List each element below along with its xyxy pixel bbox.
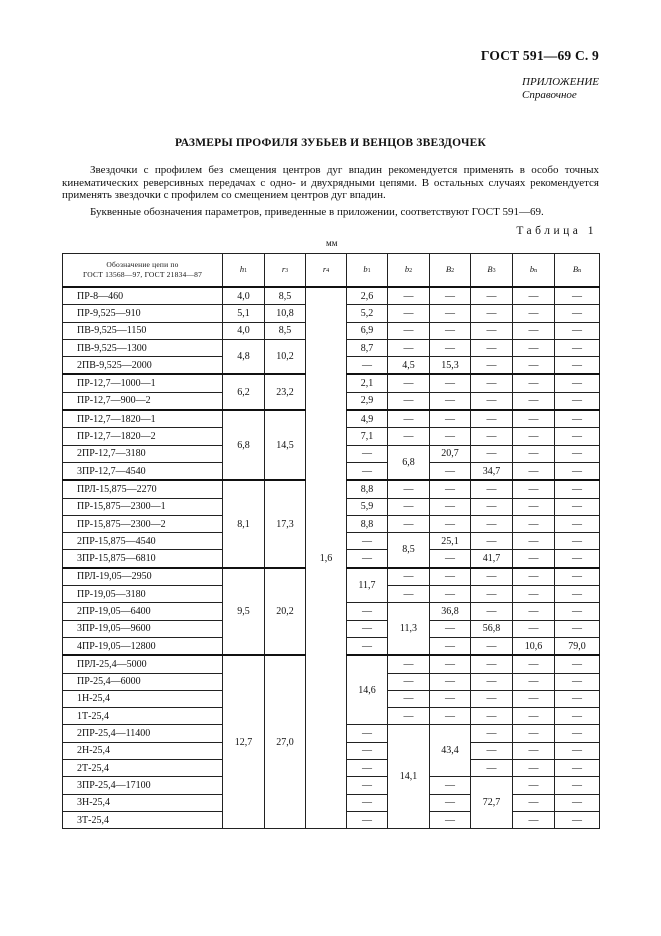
cell-bn: — (513, 811, 555, 828)
header-B2 (430, 254, 471, 288)
cell-b2: — (388, 392, 430, 410)
cell-B3: — (471, 742, 513, 759)
cell-B2: — (430, 586, 471, 603)
cell-b1: 8,7 (347, 339, 388, 356)
cell-b2: — (388, 708, 430, 725)
cell-B2: — (430, 287, 471, 305)
cell-Bn: — (555, 305, 600, 322)
cell-Bn: — (555, 392, 600, 410)
header-h1-sub: 1 (244, 267, 248, 274)
cell-B3: — (471, 305, 513, 322)
cell-B2: — (430, 305, 471, 322)
chain-name: ПР-12,7—1820—1 (63, 410, 223, 428)
cell-B2: — (430, 690, 471, 707)
header-h1 (223, 254, 265, 288)
cell-r3: 14,5 (265, 410, 306, 480)
dimensions-table (62, 253, 600, 829)
cell-Bn: — (555, 811, 600, 828)
cell-Bn: — (555, 760, 600, 777)
cell-b2: 14,1 (388, 725, 430, 829)
cell-h1: 5,1 (223, 305, 265, 322)
cell-B3: — (471, 480, 513, 498)
chain-name: ПР-25,4—6000 (63, 673, 223, 690)
cell-B2: — (430, 374, 471, 392)
cell-bn: — (513, 339, 555, 356)
cell-Bn: — (555, 357, 600, 375)
cell-bn: — (513, 725, 555, 742)
header-name-line1: Обозначение цепи по (106, 260, 179, 269)
chain-name: 2ПР-15,875—4540 (63, 533, 223, 550)
cell-B3: 34,7 (471, 462, 513, 480)
cell-b2: 6,8 (388, 445, 430, 480)
cell-bn: — (513, 322, 555, 339)
cell-h1: 4,0 (223, 322, 265, 339)
cell-bn: — (513, 374, 555, 392)
cell-b1: 14,6 (347, 655, 388, 725)
cell-Bn: — (555, 620, 600, 637)
cell-b2: — (388, 673, 430, 690)
cell-B2: — (430, 498, 471, 515)
header-B2-symbol: B (445, 263, 452, 274)
cell-B3: — (471, 568, 513, 586)
chain-name: ПРЛ-19,05—2950 (63, 568, 223, 586)
cell-B2: 25,1 (430, 533, 471, 550)
chain-name: 2ПР-25,4—11400 (63, 725, 223, 742)
cell-bn: — (513, 287, 555, 305)
cell-B3: — (471, 445, 513, 462)
cell-bn: — (513, 357, 555, 375)
cell-b1: 2,1 (347, 374, 388, 392)
cell-B2: — (430, 322, 471, 339)
cell-Bn: — (555, 777, 600, 794)
header-B3-symbol: B (487, 263, 493, 274)
chain-name: 3ПР-15,875—6810 (63, 550, 223, 568)
table-unit: мм (326, 238, 338, 248)
header-Bn-symbol: B (572, 263, 579, 274)
cell-B2: — (430, 480, 471, 498)
cell-b1: — (347, 725, 388, 742)
cell-B3: — (471, 392, 513, 410)
cell-B3: — (471, 655, 513, 673)
table-label: Таблица 1 (516, 225, 597, 237)
cell-B3: — (471, 637, 513, 655)
cell-b2: 8,5 (388, 533, 430, 568)
cell-B2: — (430, 620, 471, 637)
chain-name: 2Т-25,4 (63, 760, 223, 777)
header-b2-symbol: b (404, 263, 410, 274)
header-r4-sub: 4 (326, 267, 330, 274)
cell-B3: — (471, 357, 513, 375)
header-r3-symbol: r (281, 263, 286, 274)
header-r3 (265, 254, 306, 288)
cell-b1: — (347, 777, 388, 794)
cell-B3: — (471, 673, 513, 690)
header-B3-sub: 3 (492, 267, 496, 274)
intro-text (62, 164, 599, 218)
cell-bn: — (513, 568, 555, 586)
cell-bn: — (513, 620, 555, 637)
cell-Bn: — (555, 586, 600, 603)
cell-Bn: — (555, 673, 600, 690)
intro-paragraph-2: Буквенные обозначения параметров, приведенные в приложении, соответствуют ГОСТ 591—69. (90, 205, 544, 218)
chain-name: ПР-9,525—910 (63, 305, 223, 322)
cell-b1: 5,2 (347, 305, 388, 322)
header-b1-sub: 1 (367, 267, 371, 274)
cell-bn: — (513, 533, 555, 550)
cell-B3: — (471, 410, 513, 428)
cell-Bn: 79,0 (555, 637, 600, 655)
cell-bn: — (513, 777, 555, 794)
cell-Bn: — (555, 339, 600, 356)
cell-Bn: — (555, 533, 600, 550)
cell-b1: — (347, 742, 388, 759)
cell-b1: — (347, 445, 388, 462)
cell-B2: — (430, 811, 471, 828)
table-row (63, 287, 600, 305)
cell-h1: 12,7 (223, 655, 265, 828)
chain-name: 2ПР-12,7—3180 (63, 445, 223, 462)
cell-b2: — (388, 339, 430, 356)
cell-b2: — (388, 480, 430, 498)
cell-B2: 43,4 (430, 725, 471, 777)
chain-name: 2ПР-19,05—6400 (63, 603, 223, 620)
cell-B3: — (471, 515, 513, 532)
cell-B3: — (471, 760, 513, 777)
header-Bn-sub: n (578, 267, 582, 274)
header-bn-sub: n (534, 267, 538, 274)
cell-B2: — (430, 655, 471, 673)
cell-Bn: — (555, 445, 600, 462)
cell-Bn: — (555, 655, 600, 673)
cell-Bn: — (555, 568, 600, 586)
cell-bn: — (513, 760, 555, 777)
cell-B2: — (430, 777, 471, 794)
cell-r3: 8,5 (265, 287, 306, 305)
cell-B2: — (430, 637, 471, 655)
cell-b1: 6,9 (347, 322, 388, 339)
cell-bn: — (513, 480, 555, 498)
chain-name: ПР-15,875—2300—1 (63, 498, 223, 515)
header-r4 (306, 254, 347, 288)
cell-r3: 27,0 (265, 655, 306, 828)
cell-Bn: — (555, 410, 600, 428)
cell-h1: 4,8 (223, 339, 265, 374)
cell-r3: 23,2 (265, 374, 306, 410)
cell-b1: 5,9 (347, 498, 388, 515)
chain-name: 2ПВ-9,525—2000 (63, 357, 223, 375)
chain-name: 2Н-25,4 (63, 742, 223, 759)
cell-b2: — (388, 690, 430, 707)
cell-r3: 17,3 (265, 480, 306, 567)
cell-B3: — (471, 498, 513, 515)
header-b1-symbol: b (363, 263, 368, 274)
cell-h1: 9,5 (223, 568, 265, 655)
cell-B2: 20,7 (430, 445, 471, 462)
cell-r4: 1,6 (306, 287, 347, 829)
cell-b1: — (347, 760, 388, 777)
chain-name: 3ПР-12,7—4540 (63, 462, 223, 480)
header-r3-sub: 3 (285, 267, 289, 274)
appendix-title: ПРИЛОЖЕНИЕ (522, 76, 599, 88)
appendix-label (522, 76, 599, 102)
chain-name: 1Т-25,4 (63, 708, 223, 725)
chain-name: 3Т-25,4 (63, 811, 223, 828)
cell-Bn: — (555, 742, 600, 759)
cell-B3: — (471, 322, 513, 339)
chain-name: ПР-8—460 (63, 287, 223, 305)
cell-Bn: — (555, 708, 600, 725)
cell-bn: — (513, 498, 555, 515)
chain-name: ПРЛ-15,875—2270 (63, 480, 223, 498)
cell-B3: — (471, 428, 513, 445)
header-chain-designation (63, 254, 223, 288)
cell-b1: 11,7 (347, 568, 388, 603)
cell-B3: — (471, 339, 513, 356)
cell-b1: — (347, 357, 388, 375)
cell-r3: 10,2 (265, 339, 306, 374)
header-B2-sub: 2 (451, 267, 455, 274)
cell-b2: — (388, 287, 430, 305)
cell-b1: — (347, 462, 388, 480)
cell-bn: — (513, 410, 555, 428)
chain-name: 4ПР-19,05—12800 (63, 637, 223, 655)
cell-B3: — (471, 725, 513, 742)
cell-b2: 11,3 (388, 603, 430, 655)
chain-name: ПР-12,7—1000—1 (63, 374, 223, 392)
cell-Bn: — (555, 374, 600, 392)
cell-B3: — (471, 586, 513, 603)
chain-name: ПР-15,875—2300—2 (63, 515, 223, 532)
chain-name: ПР-12,7—900—2 (63, 392, 223, 410)
cell-Bn: — (555, 428, 600, 445)
chain-name: ПР-19,05—3180 (63, 586, 223, 603)
cell-Bn: — (555, 498, 600, 515)
cell-B3: 41,7 (471, 550, 513, 568)
cell-B2: — (430, 462, 471, 480)
cell-Bn: — (555, 287, 600, 305)
header-bn (513, 254, 555, 288)
cell-b1: 2,6 (347, 287, 388, 305)
cell-bn: — (513, 794, 555, 811)
document-title: РАЗМЕРЫ ПРОФИЛЯ ЗУБЬЕВ И ВЕНЦОВ ЗВЕЗДОЧЕК (174, 137, 487, 149)
cell-bn: — (513, 690, 555, 707)
header-h1-symbol: h (239, 263, 245, 274)
header-r4-symbol: r (322, 263, 327, 274)
cell-b1: — (347, 794, 388, 811)
cell-B3: 72,7 (471, 777, 513, 829)
cell-Bn: — (555, 462, 600, 480)
cell-B3: 56,8 (471, 620, 513, 637)
cell-bn: — (513, 305, 555, 322)
chain-name: ПРЛ-25,4—5000 (63, 655, 223, 673)
cell-bn: — (513, 462, 555, 480)
cell-bn: 10,6 (513, 637, 555, 655)
cell-B3: — (471, 533, 513, 550)
cell-b1: 4,9 (347, 410, 388, 428)
appendix-type: Справочное (522, 89, 577, 101)
cell-bn: — (513, 742, 555, 759)
cell-B2: — (430, 673, 471, 690)
cell-bn: — (513, 445, 555, 462)
cell-b1: 2,9 (347, 392, 388, 410)
cell-b1: 8,8 (347, 515, 388, 532)
chain-name: 3Н-25,4 (63, 794, 223, 811)
cell-B2: — (430, 515, 471, 532)
page-header: ГОСТ 591—69 С. 9 (480, 48, 599, 63)
header-bn-symbol: b (529, 263, 535, 274)
chain-name: 1Н-25,4 (63, 690, 223, 707)
chain-name: ПР-12,7—1820—2 (63, 428, 223, 445)
cell-B2: — (430, 550, 471, 568)
cell-B2: 15,3 (430, 357, 471, 375)
table-header-row (63, 254, 600, 288)
cell-Bn: — (555, 322, 600, 339)
cell-b2: — (388, 322, 430, 339)
cell-Bn: — (555, 550, 600, 568)
header-b1 (347, 254, 388, 288)
cell-h1: 4,0 (223, 287, 265, 305)
cell-B3: — (471, 690, 513, 707)
cell-B2: — (430, 568, 471, 586)
cell-B3: — (471, 374, 513, 392)
header-b2-sub: 2 (409, 267, 413, 274)
cell-B2: — (430, 794, 471, 811)
cell-bn: — (513, 515, 555, 532)
cell-bn: — (513, 550, 555, 568)
cell-B2: — (430, 339, 471, 356)
cell-h1: 6,8 (223, 410, 265, 480)
chain-name: ПВ-9,525—1300 (63, 339, 223, 356)
cell-b2: — (388, 428, 430, 445)
cell-Bn: — (555, 794, 600, 811)
cell-h1: 8,1 (223, 480, 265, 567)
cell-B3: — (471, 603, 513, 620)
chain-name: ПВ-9,525—1150 (63, 322, 223, 339)
intro-paragraph-1: Звездочки с профилем без смещения центров дуг впадин рекомендуется применять в особо точных кинематических реверсивных передачах с одно- и двухрядными цепями. В остальных случаях рекомендуется применять звездочки с профилем со смещением центров дуг впадин. (62, 164, 599, 202)
cell-b2: — (388, 410, 430, 428)
cell-B2: — (430, 708, 471, 725)
cell-B2: — (430, 410, 471, 428)
cell-b2: — (388, 568, 430, 586)
cell-bn: — (513, 392, 555, 410)
cell-b2: — (388, 586, 430, 603)
cell-b1: — (347, 637, 388, 655)
header-Bn (555, 254, 600, 288)
cell-bn: — (513, 673, 555, 690)
cell-b1: — (347, 603, 388, 620)
cell-b1: — (347, 811, 388, 828)
cell-bn: — (513, 428, 555, 445)
cell-Bn: — (555, 480, 600, 498)
cell-b1: 8,8 (347, 480, 388, 498)
cell-bn: — (513, 708, 555, 725)
cell-bn: — (513, 603, 555, 620)
cell-b2: — (388, 374, 430, 392)
cell-b2: — (388, 515, 430, 532)
cell-bn: — (513, 586, 555, 603)
cell-B2: — (430, 392, 471, 410)
cell-b1: 7,1 (347, 428, 388, 445)
header-b2 (388, 254, 430, 288)
cell-B3: — (471, 287, 513, 305)
cell-Bn: — (555, 515, 600, 532)
cell-b1: — (347, 533, 388, 550)
chain-name: 3ПР-19,05—9600 (63, 620, 223, 637)
cell-b1: — (347, 550, 388, 568)
cell-B3: — (471, 708, 513, 725)
cell-b2: — (388, 498, 430, 515)
cell-Bn: — (555, 725, 600, 742)
header-name-line2: ГОСТ 13568—97, ГОСТ 21834—87 (82, 270, 203, 279)
cell-b1: — (347, 620, 388, 637)
cell-r3: 10,8 (265, 305, 306, 322)
cell-b2: — (388, 655, 430, 673)
cell-h1: 6,2 (223, 374, 265, 410)
cell-bn: — (513, 655, 555, 673)
cell-r3: 8,5 (265, 322, 306, 339)
cell-r3: 20,2 (265, 568, 306, 655)
cell-B2: — (430, 428, 471, 445)
cell-B2: 36,8 (430, 603, 471, 620)
header-B3 (471, 254, 513, 288)
cell-Bn: — (555, 603, 600, 620)
cell-b2: — (388, 305, 430, 322)
cell-b2: 4,5 (388, 357, 430, 375)
chain-name: 3ПР-25,4—17100 (63, 777, 223, 794)
cell-Bn: — (555, 690, 600, 707)
